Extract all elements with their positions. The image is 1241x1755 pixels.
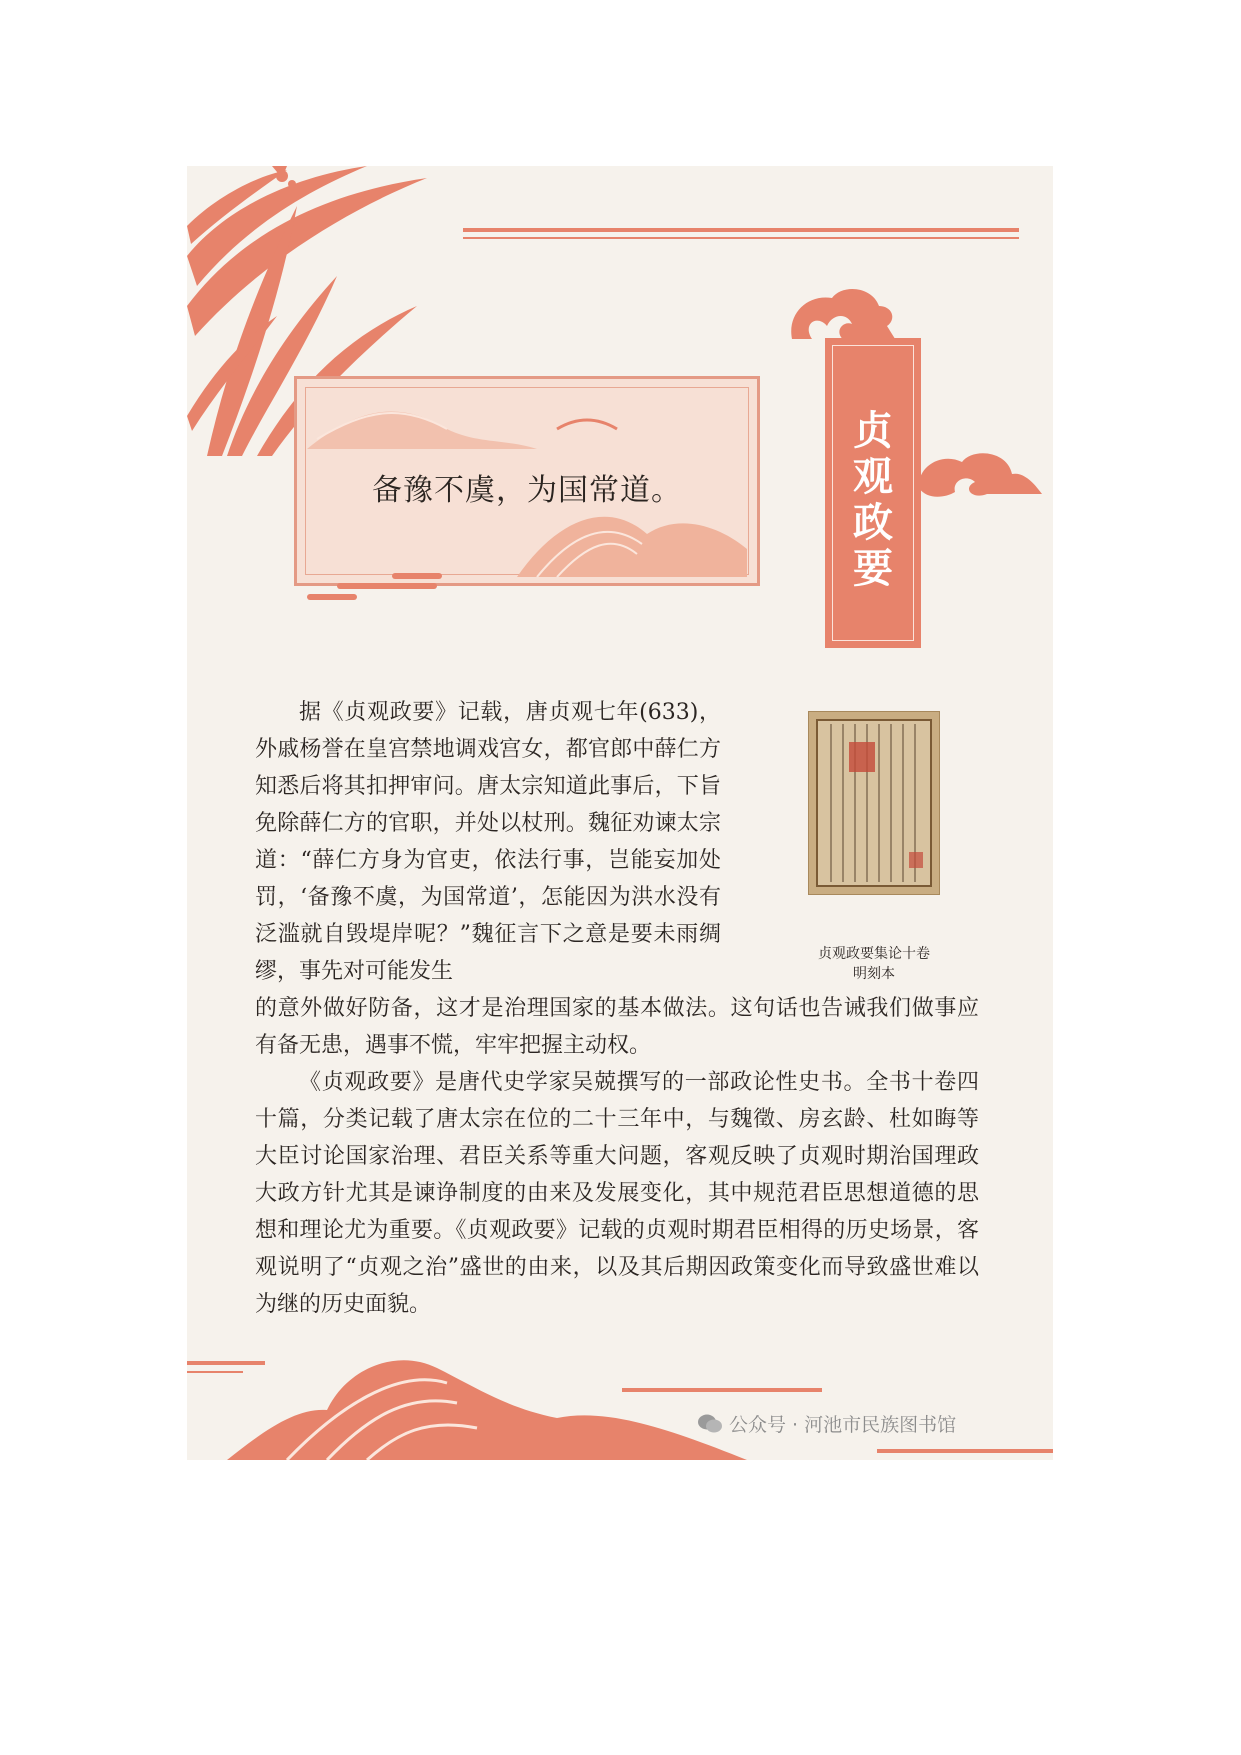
wechat-icon [697,1413,723,1435]
cloud-icon [917,448,1042,508]
caption-line-2: 明刻本 [853,966,895,982]
mountain-decoration [227,1348,747,1460]
paragraph-1-continued: 的意外做好防备，这才是治理国家的基本做法。这句话也告诫我们做事应有备无患，遇事不慌，牢牢把握主动权。 [255,996,979,1058]
title-banner [825,338,921,648]
cloud-line [337,583,437,589]
quote-box [294,376,760,586]
book-photo-image [809,712,939,894]
paragraph-1-side: 据《贞观政要》记载，唐贞观七年(633)，外戚杨誉在皇宫禁地调戏宫女，都官郎中薛仁方知悉后将其扣押审问。唐太宗知道此事后，下旨免除薛仁方的官职，并处以杖刑。魏征劝谏太宗道：“薛仁方身为官吏，依法行事，岂能妄加处罚，‘备豫不虞，为国常道’，怎能因为洪水没有泛滥就自毁堤岸呢？”魏征言下之意是要未雨绸缪，事先对可能发生 [255,700,721,984]
book-photo [808,711,940,895]
watermark [697,1410,956,1437]
title-label: 贞观政要 [853,407,893,592]
book-page [187,166,1053,1460]
mountain-decoration [307,389,747,469]
quote-text: 备豫不虞，为国常道。 [372,473,682,508]
photo-caption [783,944,965,984]
cloud-line [307,594,357,600]
cloud-line [392,573,442,579]
title-text [825,408,921,592]
bottom-rule [877,1449,1053,1453]
mountain-decoration [517,489,747,579]
paragraph-2: 《贞观政要》是唐代史学家吴兢撰写的一部政论性史书。全书十卷四十篇，分类记载了唐太宗在位的二十三年中，与魏徵、房玄龄、杜如晦等大臣讨论国家治理、君臣关系等重大问题，客观反映了贞观时期治国理政大政方针尤其是谏诤制度的由来及发展变化，其中规范君臣思想道德的思想和理论尤为重要。《贞观政要》记载的贞观时期君臣相得的历史场景，客观说明了“贞观之治”盛世的由来，以及其后期因政策变化而导致盛世难以为继的历史面貌。 [255,1070,979,1317]
cloud-icon [787,284,897,344]
caption-line-1: 贞观政要集论十卷 [818,946,930,962]
watermark-text: 公众号 · 河池市民族图书馆 [729,1414,957,1436]
top-rule-thick [463,228,1019,232]
top-rule-thin [463,237,1019,239]
